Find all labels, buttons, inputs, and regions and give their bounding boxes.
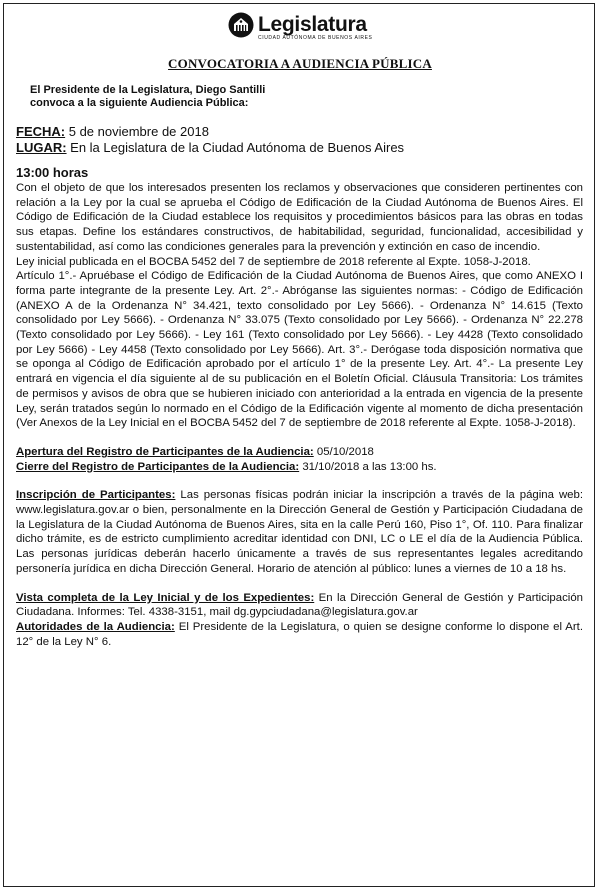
objeto-paragraph: Con el objeto de que los interesados presenten los reclamos y observaciones que consideren pertinentes con relación a la Ley por la cual se aprueba el Código de Edificación de la Ciudad Autónoma de Buenos Aires. El Código de Edificación de la Ciudad establece los requisitos y procedimientos básicos para las obras en todas sus etapas. Define los estándares constructivos, de habitabilidad, seguridad, funcionalidad, accesibilidad y sustentabilidad, así como las condiciones generales para la prevención y extinción en caso de incendio.	[16, 182, 583, 253]
apertura-line	[16, 445, 583, 460]
intro-line-2: convoca a la siguiente Audiencia Pública:	[30, 97, 249, 109]
intro-line-1: El Presidente de la Legislatura, Diego Santilli	[30, 84, 266, 96]
hora: 13:00 horas	[16, 165, 89, 180]
cierre-value: 31/10/2018 a las 13:00 hs.	[299, 460, 437, 473]
inscripcion-label: Inscripción de Participantes:	[16, 489, 176, 502]
cierre-line	[16, 460, 583, 475]
fecha-value: 5 de noviembre de 2018	[65, 124, 209, 139]
vista-paragraph	[16, 591, 583, 620]
logo-subtitle: CIUDAD AUTÓNOMA DE BUENOS AIRES	[258, 35, 373, 41]
legislatura-logo	[228, 12, 373, 41]
ley-inicial-paragraph: Ley inicial publicada en el BOCBA 5452 del 7 de septiembre de 2018 referente al Expte. 1058-J-2018.	[16, 255, 531, 268]
inscripcion-value: Las personas físicas podrán iniciar la inscripción a través de la página web: www.legislatura.gov.ar o bien, personalmente en la Dirección General de Gestión y Participación Ciudadana de la Legislatura de la Ciudad Autónoma de Buenos Aires, sita en la calle Perú 160, Piso 1°, Of. 110. Para finalizar dicho trámite, es de estricto cumplimiento acreditar identidad con DNI, LC o LE el día de la Audiencia Pública. Las personas jurídicas deberán hacerlo únicamente a través de sus representantes legales acreditando personería jurídica en dicha Dirección General. Horario de atención al público: lunes a viernes de 10 a 18 hs.	[16, 489, 584, 575]
autoridades-paragraph	[16, 620, 583, 649]
fecha-line	[16, 124, 583, 140]
lugar-value: En la Legislatura de la Ciudad Autónoma de Buenos Aires	[66, 140, 405, 155]
header	[0, 4, 600, 46]
logo-text: Legislatura	[258, 13, 367, 36]
cierre-label: Cierre del Registro de Participantes de la Audiencia:	[16, 460, 300, 473]
lugar-line	[16, 140, 583, 156]
autoridades-value: El Presidente de la Legislatura, o quien se designe conforme lo dispone el Art. 12° de la Ley N° 6.	[16, 620, 584, 648]
inscripcion-paragraph	[16, 488, 583, 576]
lugar-label: LUGAR:	[16, 140, 67, 155]
intro	[30, 84, 265, 110]
vista-label: Vista completa de la Ley Inicial y de los Expedientes:	[16, 591, 315, 604]
autoridades-label: Autoridades de la Audiencia:	[16, 620, 175, 633]
page-title: CONVOCATORIA A AUDIENCIA PÚBLICA	[168, 56, 432, 71]
fecha-label: FECHA:	[16, 124, 66, 139]
notice-body	[16, 124, 583, 649]
apertura-value: 05/10/2018	[313, 445, 374, 458]
articulo-paragraph: Artículo 1°.- Apruébase el Código de Edificación de la Ciudad Autónoma de Buenos Aires, que como ANEXO I forma parte integrante de la presente Ley. Art. 2°.- Abróganse las siguientes normas: - Código de Edificación (ANEXO A de la Ordenanza N° 34.421, texto consolidado por Ley 5666). - Ordenanza N° 14.615 (Texto consolidado por Ley 5666). - Ordenanza N° 33.075 (Texto consolidado por Ley 5666). - Ordenanza N° 22.278 (Texto consolidado por Ley 5666). - Ley 161 (Texto consolidado por Ley 5666). - Ley 4428 (Texto consolidado por Ley 5666) - Ley 4458 (Texto consolidado por Ley 5666). Art. 3°.- Derógase toda disposición normativa que se oponga al Código de Edificación aprobado por el artículo 1° de la presente Ley. Art. 4°.- La presente Ley entrará en vigencia el día siguiente al de su publicación en el Boletín Oficial. Cláusula Transitoria: Los trámites de permisos y avisos de obra que se hubieren iniciado con anterioridad a la entrada en vigencia de la presente Ley, serán tratados según lo normado en el Código de la Edificación vigente al momento de dicha presentación (Ver Anexos de la Ley Inicial en el BOCBA 5452 del 7 de septiembre de 2018 referente al Expte. 1058-J-2018).	[16, 270, 583, 430]
apertura-label: Apertura del Registro de Participantes de la Audiencia:	[16, 445, 314, 458]
vista-value: En la Dirección General de Gestión y Participación Ciudadana. Informes: Tel. 4338-3151, mail dg.gypciudadana@legislatura.gov.ar	[16, 591, 583, 619]
legislature-building-icon	[228, 12, 254, 38]
